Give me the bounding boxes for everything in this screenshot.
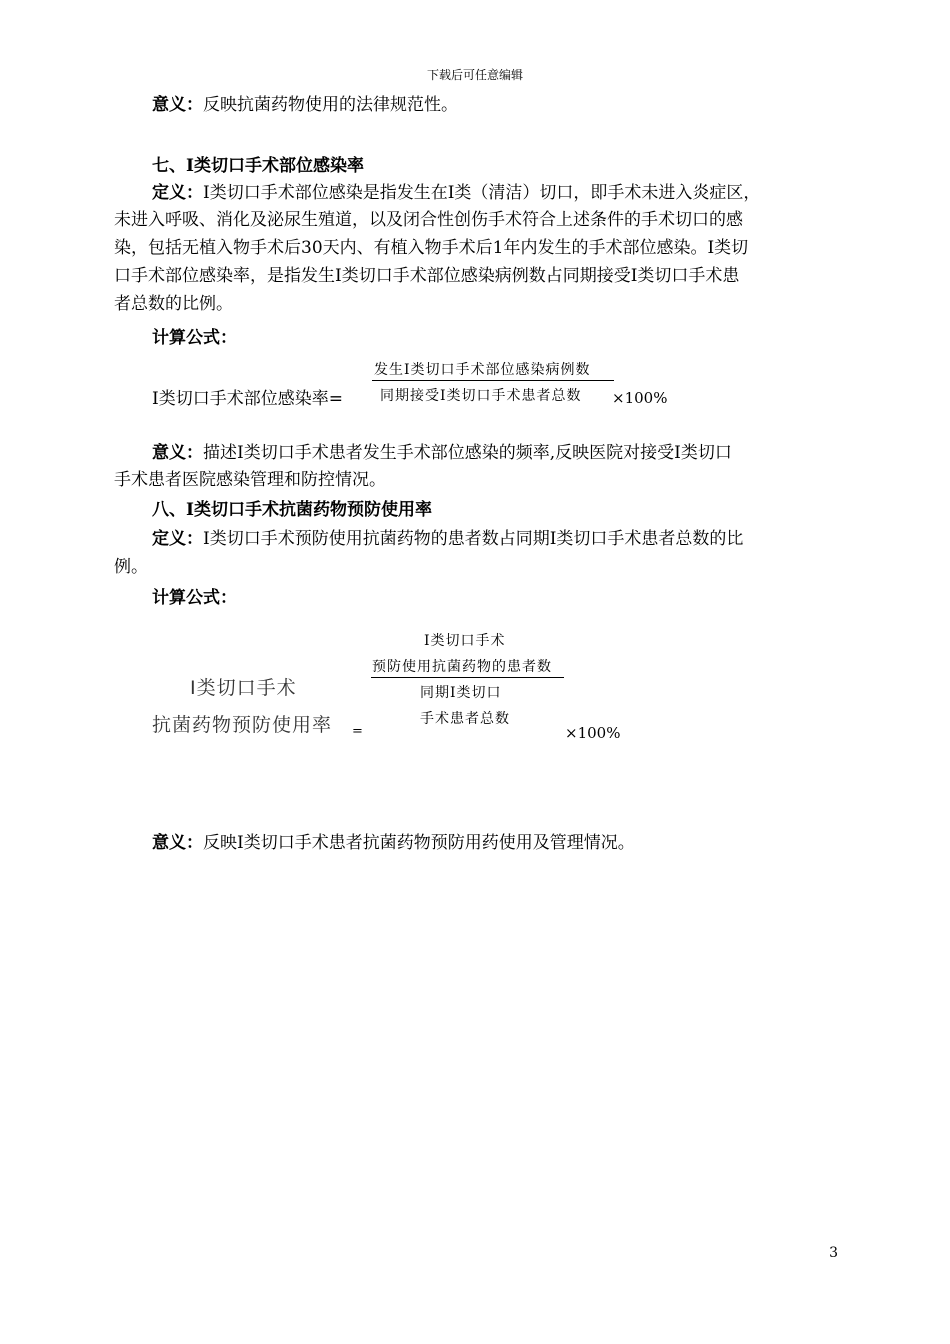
- section-7-meaning-line-1: [152, 440, 732, 467]
- meaning-paragraph: [152, 92, 458, 119]
- section-7-definition-line-3: 染，包括无植入物手术后30天内、有植入物手术后1年内发生的手术部位感染。I类切: [114, 238, 749, 258]
- meaning-text: 描述Ⅰ类切口手术患者发生手术部位感染的频率,反映医院对接受Ⅰ类切口: [203, 443, 732, 463]
- page-header: 下载后可任意编辑: [426, 68, 523, 82]
- definition-text: I类切口手术部位感染是指发生在Ⅰ类（清洁）切口，即手术未进入炎症区，: [203, 183, 761, 203]
- meaning-label: 意义：: [152, 443, 203, 463]
- section-7-definition-line-1: [152, 180, 760, 207]
- section-7-title-text: 七、I类切口手术部位感染率: [152, 156, 364, 176]
- formula-8-lhs-line-2: 抗菌药物预防使用率: [152, 714, 333, 736]
- section-8-formula-label: [152, 585, 237, 612]
- formula-8-equals: =: [352, 724, 363, 739]
- section-7-definition-line-5: 者总数的比例。: [114, 294, 233, 314]
- meaning-label: 意义：: [152, 95, 203, 115]
- formula-label-text: 计算公式：: [152, 588, 237, 608]
- section-8-meaning: [152, 830, 635, 857]
- formula-7-multiplier: ×100%: [612, 389, 668, 407]
- section-7-definition-line-4: 口手术部位感染率，是指发生I类切口手术部位感染病例数占同期接受I类切口手术患: [114, 266, 740, 286]
- section-8-definition-line-1: [152, 526, 743, 553]
- definition-text: I类切口手术预防使用抗菌药物的患者数占同期I类切口手术患者总数的比: [203, 529, 744, 549]
- section-8-definition-line-2: 例。: [114, 557, 148, 577]
- meaning-label: 意义：: [152, 833, 203, 853]
- formula-8-numerator-line-2: 预防使用抗菌药物的患者数: [372, 659, 552, 675]
- page-number: 3: [829, 1245, 838, 1261]
- meaning-text: 反映抗菌药物使用的法律规范性。: [203, 95, 458, 115]
- formula-8-lhs-line-1: Ⅰ类切口手术: [190, 677, 297, 699]
- formula-8-numerator-line-1: Ⅰ类切口手术: [424, 633, 506, 649]
- definition-label: 定义：: [152, 529, 203, 549]
- formula-7-fraction-bar: [372, 380, 614, 381]
- section-7-definition-line-2: 未进入呼吸、消化及泌尿生殖道，以及闭合性创伤手术符合上述条件的手术切口的感: [114, 210, 743, 230]
- section-8-title: [152, 497, 432, 524]
- formula-label-text: 计算公式：: [152, 328, 237, 348]
- section-7-formula-label: [152, 325, 237, 352]
- formula-8-denominator-line-2: 手术患者总数: [420, 711, 510, 727]
- formula-7-numerator: 发生Ⅰ类切口手术部位感染病例数: [374, 362, 591, 378]
- section-7-meaning-line-2: 手术患者医院感染管理和防控情况。: [114, 470, 386, 490]
- formula-8-fraction-bar: [371, 677, 564, 678]
- formula-8-multiplier: ×100%: [565, 724, 621, 742]
- formula-7-denominator: 同期接受Ⅰ类切口手术患者总数: [380, 388, 582, 404]
- definition-label: 定义：: [152, 183, 203, 203]
- formula-8-denominator-line-1: 同期Ⅰ类切口: [420, 685, 502, 701]
- formula-7-lhs: Ⅰ类切口手术部位感染率=: [152, 389, 343, 409]
- section-8-title-text: 八、I类切口手术抗菌药物预防使用率: [152, 500, 432, 520]
- section-7-title: [152, 153, 364, 180]
- meaning-text: 反映Ⅰ类切口手术患者抗菌药物预防用药使用及管理情况。: [203, 833, 635, 853]
